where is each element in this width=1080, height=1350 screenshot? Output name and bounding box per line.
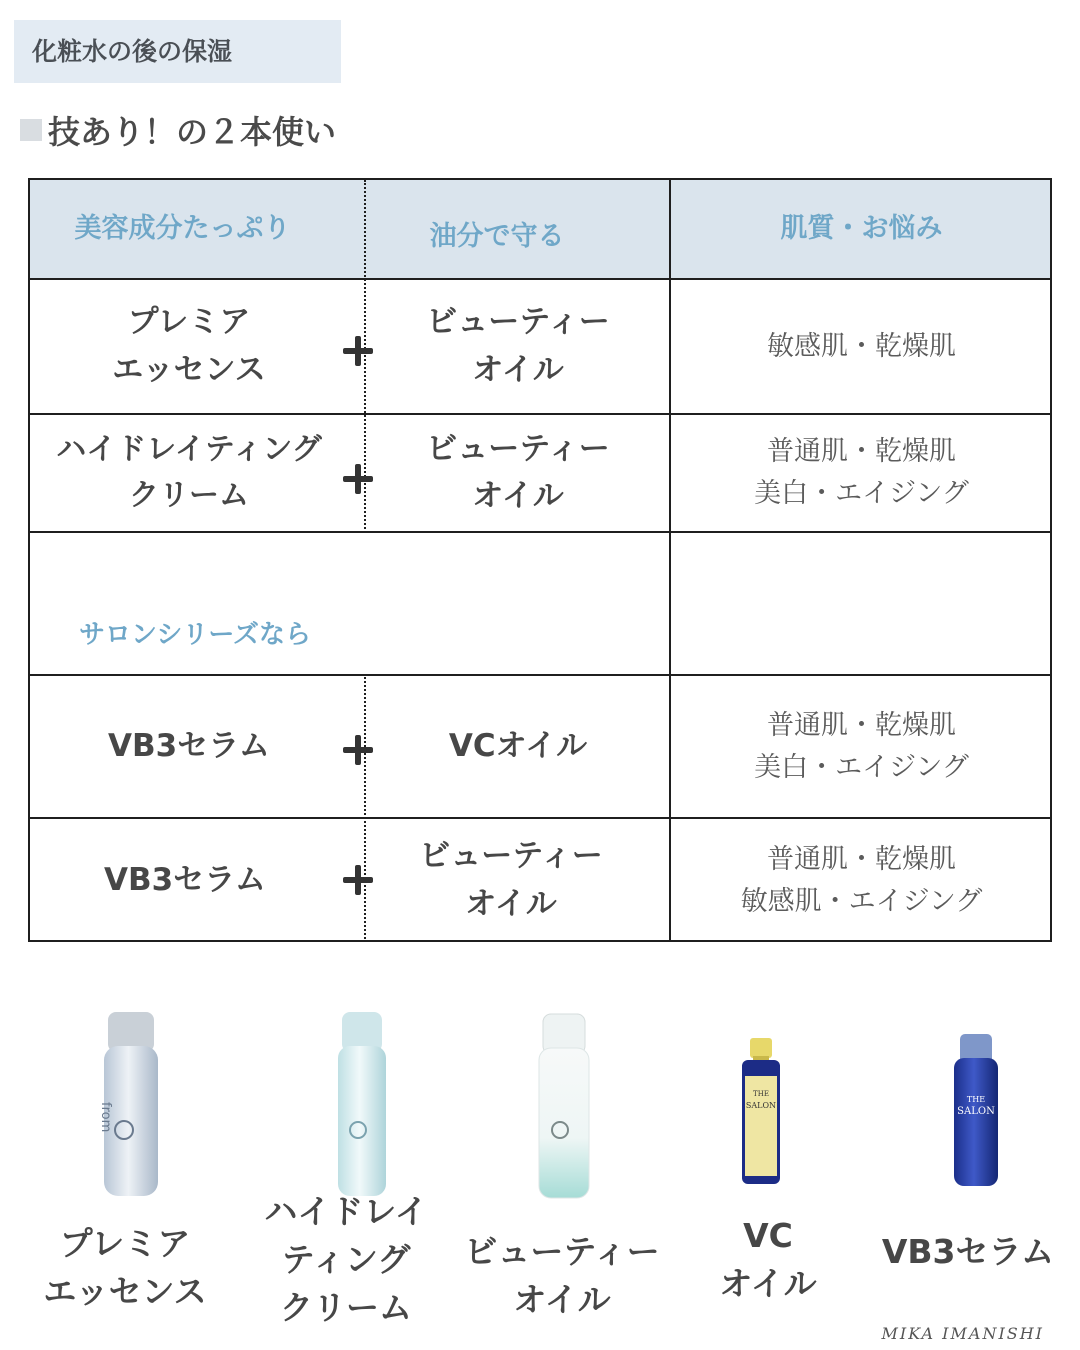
header-beauty-ingredients: 美容成分たっぷり [74,212,291,244]
row2-left-product: ハイドレイティング クリーム [56,432,322,513]
combination-table [28,178,1052,942]
row1-right-product: ビューティー オイル [426,304,610,388]
row4-right-product: ビューティー オイル [419,838,603,922]
row2-right-product: ビューティー オイル [426,430,610,514]
plus-icon [343,865,373,895]
product-label-vb3-serum: VB3セラム [881,1232,1055,1271]
beauty-oil-bottle-image [536,1012,592,1200]
product-label-beauty-oil: ビューティー オイル [464,1232,660,1319]
plus-icon [343,735,373,765]
svg-text:SALON: SALON [745,1101,777,1110]
page-heading [20,108,336,152]
svg-text:from: from [98,1102,113,1133]
section-tag: 化粧水の後の保湿 [14,20,341,83]
plus-icon [343,464,373,494]
row1-left-product: プレミア エッセンス [112,304,266,388]
product-label-vc-oil: VC オイル [719,1216,817,1303]
product-label-premier-essence: プレミア エッセンス [43,1224,207,1311]
row-divider [30,531,1050,533]
svg-text:THE: THE [753,1090,769,1098]
salon-series-label: サロンシリーズなら [78,619,312,650]
header-skin-concerns: 肌質・お悩み [780,212,943,244]
plus-icon [343,336,373,366]
row2-skin: 普通肌・乾燥肌 美白・エイジング [754,436,969,509]
svg-text:THE: THE [966,1095,986,1104]
dotted-divider [364,674,366,942]
row4-skin: 普通肌・乾燥肌 敏感肌・エイジング [740,843,983,917]
premier-essence-bottle-image [100,1010,162,1200]
product-label-hydrating-cream: ハイドレイ ティング クリーム [264,1192,428,1327]
header-oil-protect: 油分で守る [429,220,565,252]
row4-left-product: VB3セラム [104,861,266,898]
svg-text:SALON: SALON [957,1106,995,1117]
vc-oil-bottle-image [738,1036,784,1186]
hydrating-cream-bottle-image [336,1010,388,1200]
author-signature: MIKA IMANISHI [881,1324,1044,1343]
row1-skin: 敏感肌・乾燥肌 [767,330,956,362]
row3-right-product: VCオイル [448,727,588,764]
square-bullet-icon [20,119,42,141]
vb3-serum-bottle-image [952,1032,1000,1188]
row3-left-product: VB3セラム [108,727,270,764]
row3-skin: 普通肌・乾燥肌 美白・エイジング [754,709,969,783]
heading-text: 技あり！の２本使い [48,113,337,151]
